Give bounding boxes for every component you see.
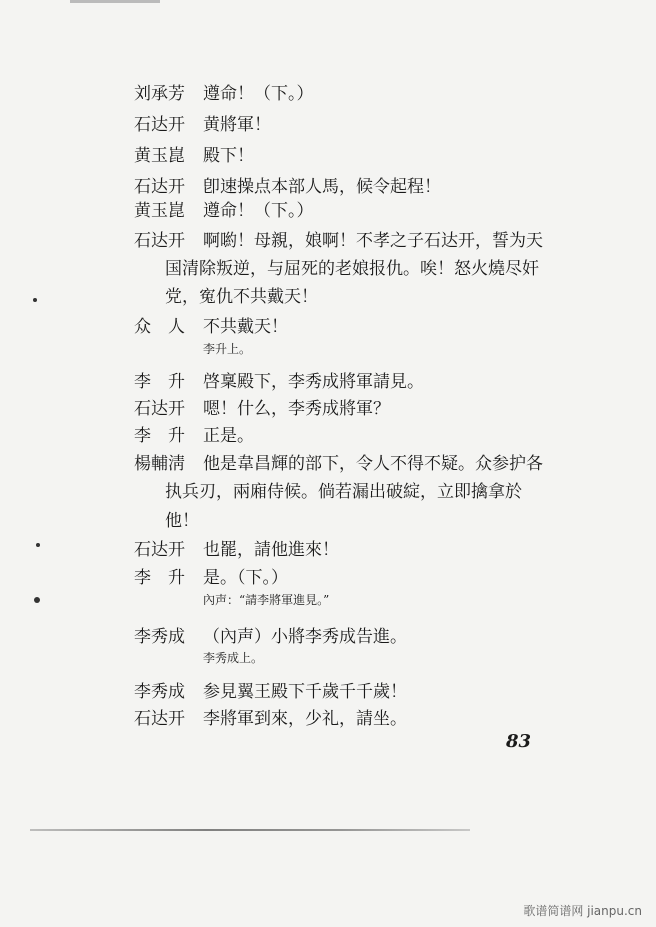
speaker-label: 李秀成: [134, 627, 185, 647]
scan-speck: [34, 597, 40, 603]
dialogue-text: 啊喲！母親，娘啊！不孝之子石达开，誓为天: [203, 231, 543, 251]
dialogue-text: 卽速操点本部人馬，候令起程！: [203, 177, 441, 197]
dialogue-text: 正是。: [203, 426, 254, 446]
dialogue-continuation: 执兵刃，兩廂侍候。倘若漏出破綻，立即擒拿於: [165, 482, 522, 502]
speaker-label: 李 升: [134, 426, 185, 446]
dialogue-text: 是。（下。）: [203, 568, 288, 588]
dialogue-text: 参見翼王殿下千歲千千歲！: [203, 682, 407, 702]
dialogue-text: 殿下！: [203, 146, 254, 166]
dialogue-continuation: 党，寃仇不共戴天！: [165, 287, 318, 307]
speaker-label: 众 人: [134, 317, 185, 337]
speaker-label: 石达开: [134, 231, 185, 251]
dialogue-text: 李將軍到來，少礼，請坐。: [203, 709, 407, 729]
top-edge-mark: [70, 0, 160, 3]
speaker-label: 石达开: [134, 540, 185, 560]
speaker-label: 黄玉崑: [134, 201, 185, 221]
page-number: 83: [506, 731, 532, 752]
speaker-label: 石达开: [134, 177, 185, 197]
speaker-label: 黄玉崑: [134, 146, 185, 166]
bottom-rule: [30, 829, 470, 831]
scan-speck: [33, 298, 37, 302]
dialogue-text: 嗯！什么，李秀成將軍？: [203, 399, 390, 419]
dialogue-text: 遵命！（下。）: [203, 84, 314, 104]
dialogue-text: （內声）小將李秀成告進。: [203, 627, 407, 647]
stage-direction: 內声：“請李將軍進見。”: [203, 593, 330, 607]
dialogue-text: 也罷，請他進來！: [203, 540, 339, 560]
dialogue-continuation: 他！: [165, 511, 199, 531]
speaker-label: 刘承芳: [134, 84, 185, 104]
speaker-label: 石达开: [134, 115, 185, 135]
dialogue-text: 啓稟殿下，李秀成將軍請見。: [203, 372, 424, 392]
dialogue-text: 黄將軍！: [203, 115, 271, 135]
stage-direction: 李升上。: [203, 342, 252, 356]
dialogue-text: 不共戴天！: [203, 317, 288, 337]
watermark: 歌谱简谱网 jianpu.cn: [523, 904, 642, 918]
dialogue-text: 他是韋昌輝的部下，令人不得不疑。众参护各: [203, 454, 543, 474]
speaker-label: 楊輔淸: [134, 454, 185, 474]
dialogue-continuation: 国清除叛逆，与屈死的老娘报仇。唉！怒火燒尽奸: [165, 259, 539, 279]
speaker-label: 李秀成: [134, 682, 185, 702]
speaker-label: 李 升: [134, 372, 185, 392]
speaker-label: 李 升: [134, 568, 185, 588]
dialogue-text: 遵命！（下。）: [203, 201, 314, 221]
stage-direction: 李秀成上。: [203, 651, 264, 665]
speaker-label: 石达开: [134, 709, 185, 729]
scan-speck: [36, 543, 40, 547]
speaker-label: 石达开: [134, 399, 185, 419]
